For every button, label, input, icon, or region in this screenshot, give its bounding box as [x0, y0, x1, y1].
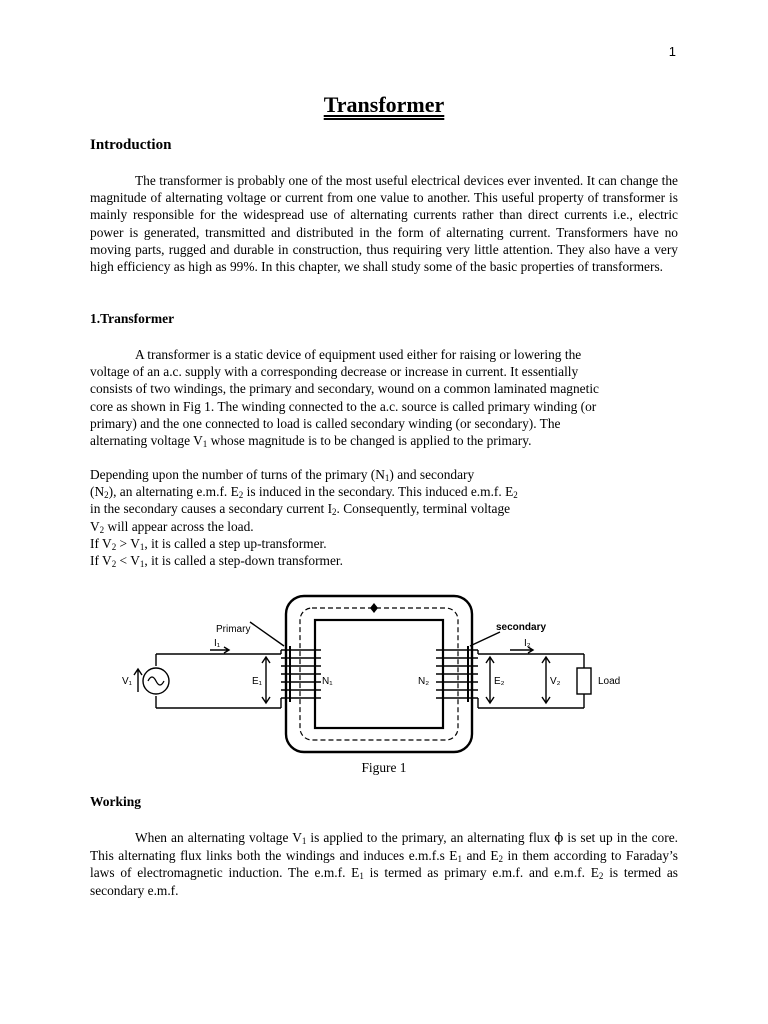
n1-label: N₁	[322, 676, 333, 687]
step-up-rule: If $V_2 > V_1$, it is called a step up-transformer.	[90, 535, 327, 552]
working-heading: Working	[90, 794, 142, 809]
figure-caption: Figure 1	[361, 760, 407, 775]
n2-label: N₂	[418, 676, 430, 687]
turns-line: $V_2$ will appear across the load.	[90, 518, 254, 535]
page-title: Transformer	[323, 92, 445, 117]
definition-line: voltage of an a.c. supply with a corresponding decrease or increase in current. It essentially	[90, 364, 579, 380]
turns-line: Depending upon the number of turns of the primary $(N_1)$ and secondary	[90, 467, 475, 483]
turns-line: in the secondary causes a secondary current $I_2$. Consequently, terminal voltage	[90, 501, 511, 518]
page-number: 1	[668, 44, 676, 59]
definition-line: A transformer is a static device of equipment used either for raising or lowering the	[135, 347, 582, 362]
turns-paragraph	[90, 466, 678, 569]
e2-label: E₂	[494, 676, 505, 687]
transformer-heading: 1.Transformer	[90, 311, 175, 326]
load-resistor-icon	[577, 668, 591, 694]
e1-arrow-icon	[262, 657, 270, 703]
transformer-definition-paragraph	[90, 346, 678, 449]
definition-line: primary) and the one connected to load is called secondary winding (or secondary). The	[90, 415, 561, 431]
working-paragraph: When an alternating voltage $V_1$ is applied to the primary, an alternating flux ϕ is set up in the core. This alternating flux links both the windings and induces e.m.f.s $E_1$ and $E_2$ in them according to Faraday’s laws of electromagnetic induction. The e.m.f. $E_1$ is termed as primary e.m.f. and e.m.f. $E_2$ is termed as secondary e.m.f.	[90, 830, 678, 898]
i1-label: I₁	[214, 638, 221, 649]
load-label: Load	[598, 676, 621, 687]
definition-line: alternating voltage $V_1$ whose magnitude is to be changed is applied to the primary.	[90, 433, 532, 450]
i2-label: I₂	[524, 638, 531, 649]
step-down-rule: If $V_2 < V_1$, it is called a step-down transformer.	[90, 553, 343, 570]
v1-arrow-icon	[134, 669, 142, 692]
secondary-label: secondary	[496, 622, 547, 633]
introduction-paragraph: The transformer is probably one of the most useful electrical devices ever invented. It can change the magnitude of alternating voltage or current from one value to another. This useful property of transformer is mainly responsible for the widespread use of alternating currents rather than direct currents i.e., electric power is generated, transmitted and distributed in the form of alternating current. Transformers have no moving parts, rugged and durable in construction, thus requiring very little attention. They also have a very high efficiency as high as 99%. In this chapter, we shall study some of the basic properties of transformers.	[90, 173, 678, 275]
v2-arrow-icon	[542, 657, 550, 703]
turns-line: $(N_2)$, an alternating e.m.f. $E_2$ is induced in the secondary. This induced e.m.f. $E_2$	[90, 484, 518, 501]
e2-arrow-icon	[486, 657, 494, 703]
introduction-heading: Introduction	[90, 137, 172, 153]
definition-line: core as shown in Fig 1. The winding connected to the a.c. source is called primary winding (or	[90, 398, 597, 414]
flux-arrow-icon	[370, 603, 378, 613]
core-inner	[315, 620, 443, 728]
definition-line: consists of two windings, the primary and secondary, wound on a common laminated magnetic	[90, 381, 599, 397]
e1-label: E₁	[252, 676, 263, 687]
transformer-diagram	[118, 592, 630, 758]
primary-label: Primary	[216, 624, 251, 635]
v2-label: V₂	[550, 676, 561, 687]
v1-label: V₁	[122, 676, 133, 687]
transformer-diagram-svg	[118, 592, 630, 758]
flux-path	[300, 608, 458, 740]
